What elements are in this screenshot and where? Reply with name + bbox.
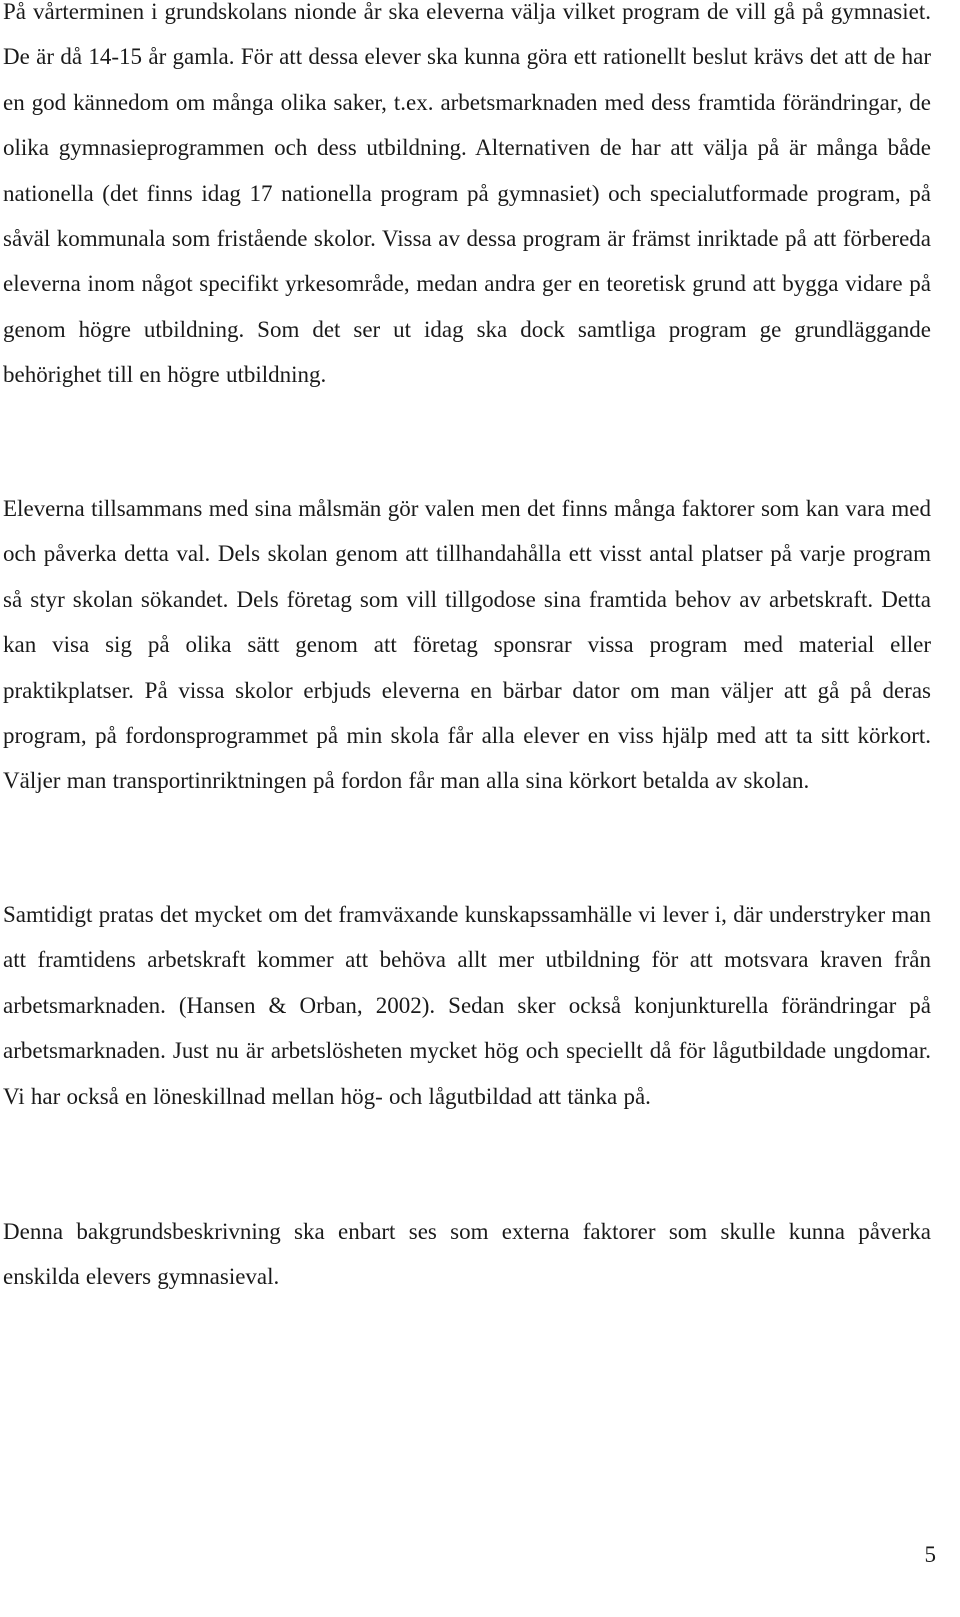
paragraph-1: På vårterminen i grundskolans nionde år ska eleverna välja vilket program de vill gå på gymnasiet. De är då 14-15 år gamla. För att dessa elever ska kunna göra ett rationellt beslut krävs det att de har en god kännedom om många olika saker, t.ex. arbetsmarknaden med dess framtida förändringar, de olika gymnasieprogrammen och dess utbildning. Alternativen de har att välja på är många både nationella (det finns idag 17 nationella program på gymnasiet) och specialutformade program, på såväl kommunala som fristående skolor. Vissa av dessa program är främst inriktade på att förbereda eleverna inom något specifikt yrkesområde, medan andra ger en teoretisk grund att bygga vidare på genom högre utbildning. Som det ser ut idag ska dock samtliga program ge grundläggande behörighet till en högre utbildning. bbox=[3, 0, 931, 388]
paragraph-3: Samtidigt pratas det mycket om det framväxande kunskapssamhälle vi lever i, där understryker man att framtidens arbetskraft kommer att behöva allt mer utbildning för att motsvara kraven från arbetsmarknaden. (Hansen & Orban, 2002). Sedan sker också konjunkturella förändringar på arbetsmarknaden. Just nu är arbetslösheten mycket hög och speciellt då för lågutbildade ungdomar. Vi har också en löneskillnad mellan hög- och lågutbildad att tänka på. bbox=[3, 902, 931, 1109]
paragraph-2: Eleverna tillsammans med sina målsmän gör valen men det finns många faktorer som kan vara med och påverka detta val. Dels skolan genom att tillhandahålla ett visst antal platser på varje program så styr skolan sökandet. Dels företag som vill tillgodose sina framtida behov av arbetskraft. Detta kan visa sig på olika sätt genom att företag sponsrar vissa program med material eller praktikplatser. På vissa skolor erbjuds eleverna en bärbar dator om man väljer att gå på deras program, på fordonsprogrammet på min skola får alla elever en viss hjälp med att ta sitt körkort. Väljer man transportinriktningen på fordon får man alla sina körkort betalda av skolan. bbox=[3, 496, 931, 794]
paragraph-4: Denna bakgrundsbeskrivning ska enbart ses som externa faktorer som skulle kunna påverka enskilda elevers gymnasieval. bbox=[3, 1219, 931, 1290]
page-number: 5 bbox=[924, 1542, 936, 1567]
